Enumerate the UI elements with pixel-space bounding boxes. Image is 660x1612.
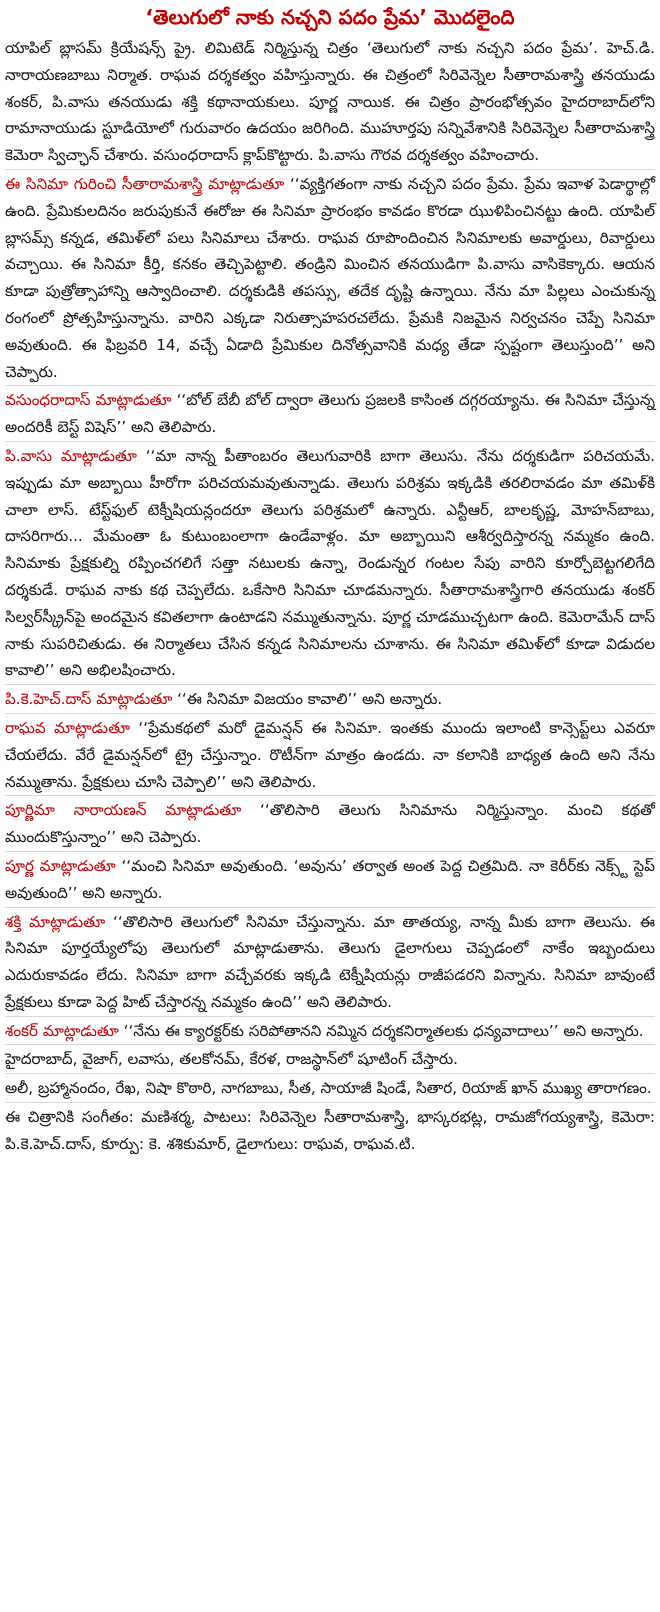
paragraph-text: అలీ, బ్రహ్మానందం, రేఖ, నిషా కొఠారి, నాగబాబు, సీత, సాయాజీ షిండే, సితార, రియాజ్ ఖాన్ ముఖ్య తారాగణం. <box>5 1079 652 1098</box>
paragraph-text: ‘‘నేను ఈ క్యారక్టర్‌కు సరిపోతానని నమ్మిన దర్శకనిర్మాతలకు ధన్యవాదాలు’’ అని అన్నారు. <box>118 1021 644 1040</box>
paragraph-cast <box>5 1073 655 1102</box>
paragraph-text: హైదరాబాద్, వైజాగ్, లవాసు, తలకోనమ్, కేరళ, రాజస్థాన్‌లో షూటింగ్ చేస్తారు. <box>5 1050 458 1069</box>
paragraph-text: ‘‘వ్యక్తిగతంగా నాకు నచ్చని పదం ప్రేమ. ప్రేమ ఇవాళ పెడార్థాల్లో ఉంది. ప్రేమికులదినం జరుపుకునే ఈరోజు ఈ సినిమా ప్రారంభం కావడం కొరడా ఝుళిపించినట్టు ఉంది. యాపిల్ బ్లాసమ్స్ కన్నడ, తమిళ్‌లో పలు సినిమాలు చేశారు. రాఘవ రూపొందించిన సినిమాలకు అవార్డులు, రివార్డులు వచ్చాయి. ఈ సినిమా కీర్తి, కనకం తెచ్చిపెట్టాలి. తండ్రిని మించిన తనయుడిగా పి.వాసు వాసికెక్కారు. ఆయన కూడా పుత్రోత్సాహాన్ని ఆస్వాదించాలి. దర్శకుడికి తపస్సు, తదేక దృష్టి ఉన్నాయి. నేను మా పిల్లలు ఎంచుకున్న రంగంలో ప్రోత్సహిస్తున్నాను. వారిని ఎక్కడా నిరుత్సాహపరచలేదు. ప్రేమకి నిజమైన నిర్వచనం చెప్పే సినిమా అవుతుంది. ఈ ఫిబ్రవరి 14, వచ్చే ఏడాది ప్రేమికుల దినోత్సవానికి మధ్య తేడా స్పష్టంగా తెలుస్తుంది’’ అని చెప్పారు. <box>5 174 656 381</box>
paragraph-crew <box>5 1102 655 1158</box>
paragraph-text: యాపిల్ బ్లాసమ్ క్రియేషన్స్ ప్రై. లిమిటెడ్ నిర్మిస్తున్న చిత్రం ‘తెలుగులో నాకు నచ్చని పదం ప్రేమ’. హెచ్.డి. నారాయణబాబు నిర్మాత. రాఘవ దర్శకత్వం వహిస్తున్నారు. ఈ చిత్రంలో సిరివెన్నెల సీతారామశాస్త్రి తనయుడు శంకర్, పి.వాసు తనయుడు శక్తి కథానాయకులు. పూర్ణ నాయిక. ఈ చిత్రం ప్రారంభోత్సవం హైదరాబాద్‌లోని రామానాయుడు స్టూడియోలో గురువారం ఉదయం జరిగింది. ముహూర్తపు సన్నివేశానికి సిరివెన్నెల సీతారామశాస్త్రి కెమెరా స్విచ్ఛాన్ చేశారు. వసుంధరాదాస్ క్లాప్‌కొట్టారు. పి.వాసు గౌరవ దర్శకత్వం వహించారు. <box>5 39 655 165</box>
paragraph-pvasu-quote <box>5 441 655 684</box>
paragraph-shakti-quote <box>5 907 655 1016</box>
speaker-label: పూర్ణ మాట్లాడుతూ <box>5 856 116 875</box>
speaker-label: పి.వాసు మాట్లాడుతూ <box>5 446 137 465</box>
paragraph-text: ‘‘ఈ సినిమా విజయం కావాలి’’ అని అన్నారు. <box>172 690 443 709</box>
paragraph-raghava-quote <box>5 713 655 795</box>
speaker-label: పి.కె.హెచ్.దాస్ మాట్లాడుతూ <box>5 690 173 709</box>
paragraph-text: ‘‘తొలిసారి తెలుగు సినిమాను నిర్మిస్తున్నాం. మంచి కథతో ముందుకొస్తున్నాం’’ అని చెప్పారు. <box>5 801 655 847</box>
paragraph-intro <box>5 34 655 169</box>
article-title: ‘తెలుగులో నాకు నచ్చని పదం ప్రేమ’ మొదలైంది <box>145 5 515 29</box>
paragraph-pkhdas-quote <box>5 684 655 713</box>
paragraph-text: ‘‘తొలిసారి తెలుగులో సినిమా చేస్తున్నాను. మా తాతయ్య, నాన్న మీకు బాగా తెలుసు. ఈ సినిమా పూర్తయ్యేలోపు తెలుగులో మాట్లాడుతాను. తెలుగు డైలాగులు చెప్పడంలో నాకేం ఇబ్బందులు ఎదురుకావడం లేదు. సినిమా బాగా వచ్చేవరకు ఇక్కడి టెక్నీషియన్లు రాజీపడరని విన్నాను. సినిమా బావుంటే ప్రేక్షకులు కూడా పెద్ద హిట్ చేస్తారన్న నమ్మకం ఉంది’’ అని తెలిపారు. <box>5 912 656 1011</box>
paragraph-text: ఈ చిత్రానికి సంగీతం: మణిశర్మ, పాటలు: సిరివెన్నెల సీతారామశాస్త్రి, భాస్కరభట్ల, రామజోగయ్యశాస్త్రి, కెమెరా: పి.కె.హెచ్.దాస్, కూర్పు: కె. శశికుమార్, డైలాగులు: రాఘవ, రాఘవ.టి. <box>5 1108 655 1153</box>
paragraph-text: ‘‘ప్రేమకథలో మరో డైమన్షన్ ఈ సినిమా. ఇంతకు ముందు ఇలాంటి కాన్సెప్ట్‌లు ఎవరూ చేయలేదు. వేరే డైమన్షన్‌లో ట్రై చేస్తున్నాం. రొటీన్‌గా మాత్రం ఉండదు. నా కలానికి బాధ్యత ఉంది అని నేను నమ్ముతాను. ప్రేక్షకులు చూసి చెప్పాలి’’ అని తెలిపారు. <box>5 718 655 791</box>
paragraph-shankar-quote <box>5 1016 655 1045</box>
paragraph-poorna-quote <box>5 851 655 907</box>
paragraph-sitaramasastry-quote <box>5 169 655 385</box>
speaker-label: శక్తి మాట్లాడుతూ <box>5 912 106 931</box>
speaker-label: ఈ సినిమా గురించి సీతారామశాస్త్రి మాట్లాడుతూ <box>5 174 285 193</box>
speaker-label: వసుంధరాదాస్ మాట్లాడుతూ <box>5 391 172 410</box>
speaker-label: రాఘవ మాట్లాడుతూ <box>5 718 131 737</box>
speaker-label: పూర్ణిమా నారాయణన్ మాట్లాడుతూ <box>5 801 242 820</box>
paragraph-poornima-quote <box>5 795 655 851</box>
paragraph-text: ‘‘మంచి సినిమా అవుతుంది. ‘అవును’ తర్వాత అంత పెద్ద చిత్రమిది. నా కెరీర్‌కు నెక్స్ట్ స్టెప్ అవుతుంది’’ అని అన్నారు. <box>5 856 656 902</box>
paragraph-text: ‘‘బోల్ బేబీ బోల్ ద్వారా తెలుగు ప్రజలకి కాసింత దగ్గరయ్యాను. ఈ సినిమా చేస్తున్న అందరికీ బెస్ట్ విషెస్’’ అని తెలిపారు. <box>5 391 655 437</box>
paragraph-shooting-locations <box>5 1044 655 1073</box>
speaker-label: శంకర్ మాట్లాడుతూ <box>5 1021 119 1040</box>
paragraph-vasundharadas-quote <box>5 385 655 441</box>
paragraph-text: ‘‘మా నాన్న పీతాంబరం తెలుగువారికి బాగా తెలుసు. నేను దర్శకుడిగా పరిచయమే. ఇప్పుడు మా అబ్బాయి హీరోగా పరిచయమవుతున్నాడు. తెలుగు పరిశ్రమ ఇక్కడికి తరలిరావడం మా తమిళ్‌కి చాలా లాస్. టేస్ట్‌ఫుల్ టెక్నీషియన్లందరూ తెలుగు పరిశ్రమలో ఉన్నారు. ఎన్టీఆర్, బాలకృష్ణ, మోహన్‌బాబు, దాసరిగారు... మేమంతా ఓ కుటుంబంలాగా ఉండేవాళ్లం. మా అబ్బాయిని ఆశీర్వదిస్తారన్న నమ్మకం ఉంది. సినిమాకు ప్రేక్షకుల్ని రప్పించగలిగే సత్తా నటులకు ఉన్నా, రెండున్నర గంటల సేపు వారిని కూర్చోబెట్టగలిగేది దర్శకుడే. రాఘవ నాకు కథ చెప్పలేదు. ఒకేసారి సినిమా చూడమన్నారు. సీతారామశాస్త్రిగారి తనయుడు శంకర్ సిల్వర్‌స్క్రీన్‌పై అందమైన కవితలాగా ఉంటాడని నమ్ముతున్నాను. పూర్ణ చూడముచ్చటగా ఉంది. కెమెరామేన్ దాస్ నాకు సుపరిచితుడు. ఈ నిర్మాతలు చేసిన కన్నడ సినిమాలను చూశాను. ఈ సినిమా తమిళ్‌లో కూడా విడుదల కావాలి’’ అని అభిలషించారు. <box>5 446 655 680</box>
